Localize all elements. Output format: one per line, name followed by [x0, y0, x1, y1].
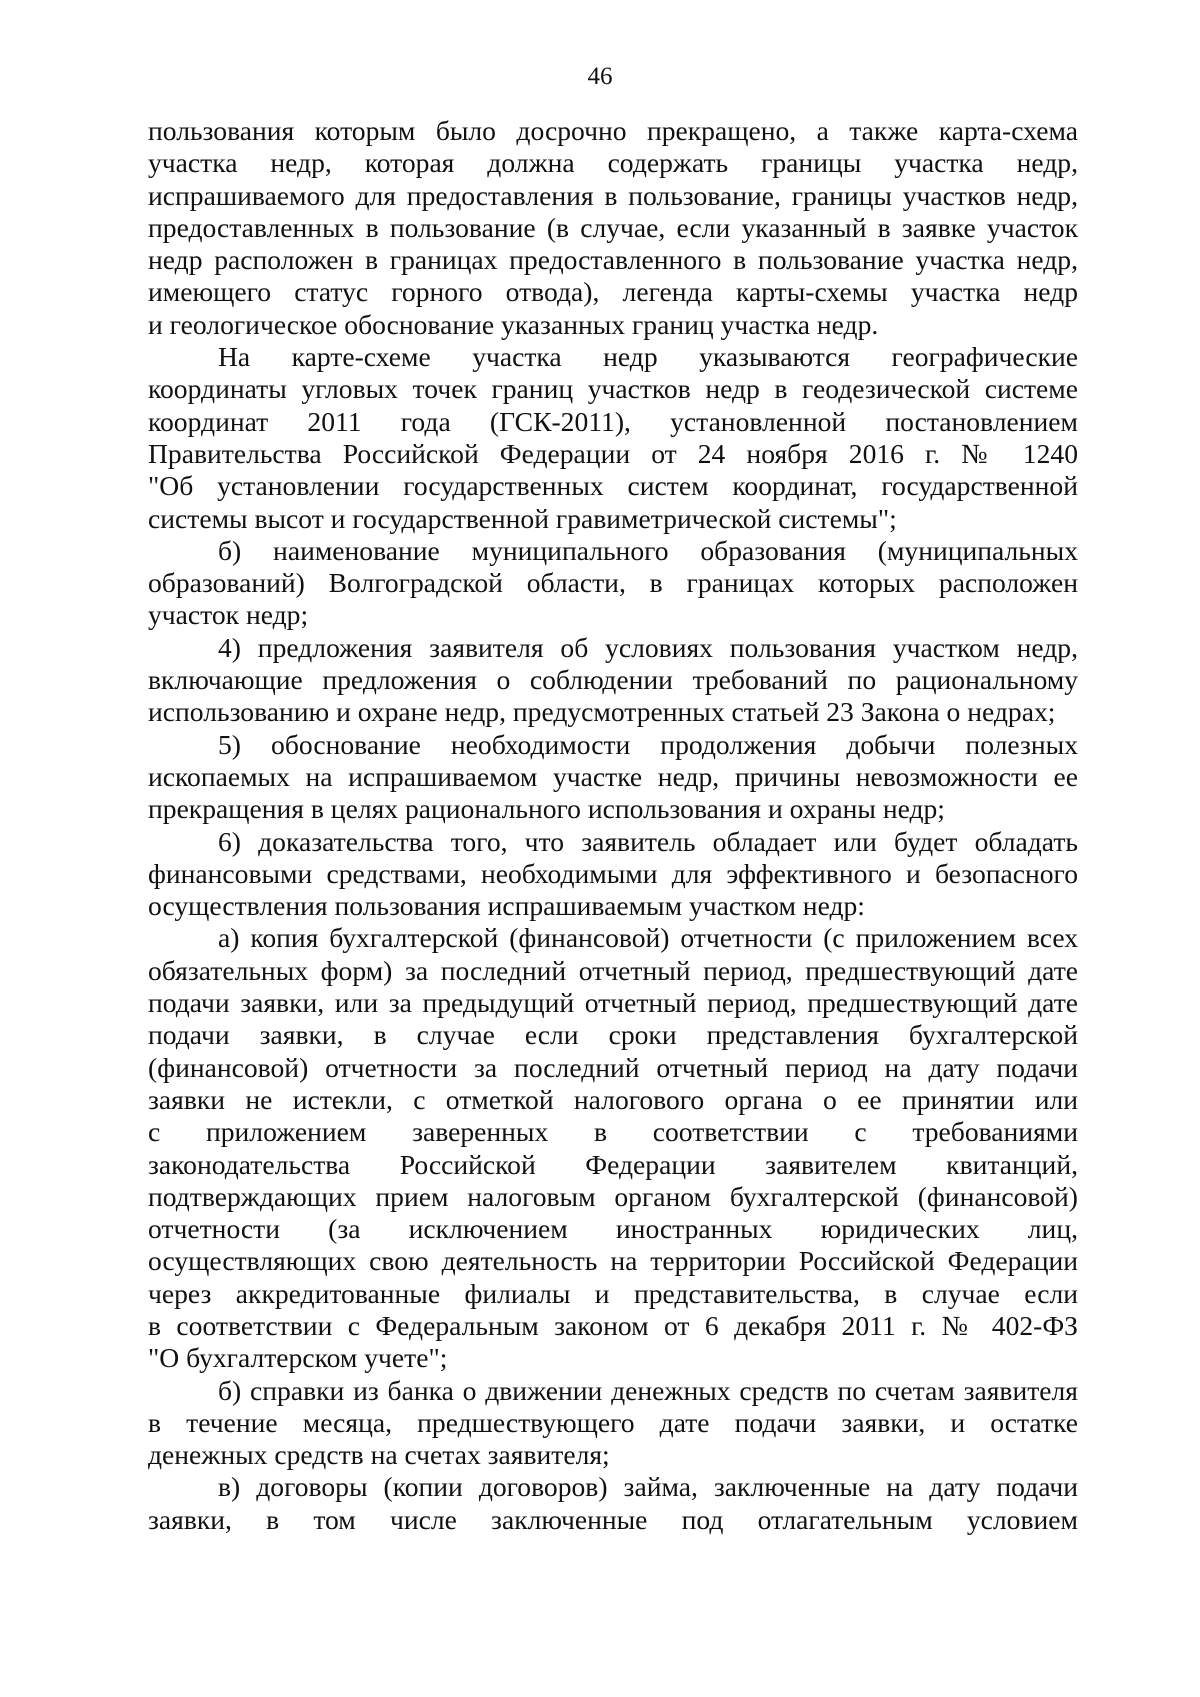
text-line: испрашиваемого для предоставления в пользование, границы участков недр,: [148, 179, 1078, 211]
text-line: через аккредитованные филиалы и представительства, в случае если: [148, 1277, 1078, 1309]
paragraph: [148, 632, 1078, 729]
text-line: осуществляющих свою деятельность на территории Российской Федерации: [148, 1245, 1078, 1277]
paragraph: [148, 535, 1078, 632]
text-line: пользования которым было досрочно прекращено, а также карта-схема: [148, 115, 1078, 146]
text-line: недр расположен в границах предоставленного в пользование участка недр,: [148, 244, 1078, 276]
text-line: образований) Волгоградской области, в границах которых расположен: [148, 567, 1078, 599]
paragraph: [148, 115, 1078, 341]
text-line: прекращения в целях рационального использования и охраны недр;: [148, 793, 945, 825]
text-line: подтверждающих прием налоговым органом бухгалтерской (финансовой): [148, 1180, 1078, 1212]
text-line: участка недр, которая должна содержать границы участка недр,: [148, 147, 1078, 179]
text-line: а) копия бухгалтерской (финансовой) отчетности (с приложением всех: [218, 922, 1078, 954]
text-line: осуществления пользования испрашиваемым участком недр:: [148, 890, 865, 922]
text-line: ископаемых на испрашиваемом участке недр, причины невозможности ее: [148, 760, 1078, 792]
text-line: На карте-схеме участка недр указываются географические: [218, 341, 1078, 373]
text-line: 5) обоснование необходимости продолжения добычи полезных: [218, 728, 1078, 760]
paragraph: [148, 1375, 1078, 1472]
text-line: 4) предложения заявителя об условиях пользования участком недр,: [218, 631, 1078, 663]
text-line: заявки не истекли, с отметкой налогового органа о ее принятии или: [148, 1083, 1078, 1115]
text-line: подачи заявки, в случае если сроки представления бухгалтерской: [148, 1019, 1078, 1051]
text-line: "Об установлении государственных систем координат, государственной: [148, 470, 1078, 502]
text-line: координат 2011 года (ГСК-2011), установленной постановлением: [148, 405, 1078, 437]
page-number: 46: [587, 63, 613, 90]
text-line: и геологическое обоснование указанных границ участка недр.: [148, 308, 879, 340]
text-line: отчетности (за исключением иностранных юридических лиц,: [148, 1213, 1078, 1245]
text-line: денежных средств на счетах заявителя;: [148, 1439, 610, 1471]
text-line: участок недр;: [148, 599, 309, 631]
text-line: с приложением заверенных в соответствии с требованиями: [148, 1116, 1078, 1148]
paragraph: [148, 826, 1078, 923]
document-body: [148, 115, 1078, 1536]
text-line: в соответствии с Федеральным законом от 6 декабря 2011 г. № 402-ФЗ: [148, 1309, 1078, 1341]
text-line: Правительства Российской Федерации от 24 ноября 2016 г. № 1240: [148, 437, 1078, 469]
paragraph: [148, 1471, 1078, 1536]
text-line: финансовыми средствами, необходимыми для эффективного и безопасного: [148, 857, 1078, 889]
text-line: включающие предложения о соблюдении требований по рациональному: [148, 664, 1078, 696]
text-line: 6) доказательства того, что заявитель обладает или будет обладать: [218, 825, 1078, 857]
text-line: законодательства Российской Федерации заявителем квитанций,: [148, 1148, 1078, 1180]
text-line: б) справки из банка о движении денежных средств по счетам заявителя: [218, 1374, 1078, 1406]
paragraph: [148, 922, 1078, 1374]
text-line: (финансовой) отчетности за последний отчетный период на дату подачи: [148, 1051, 1078, 1083]
text-line: имеющего статус горного отвода), легенда карты-схемы участка недр: [148, 276, 1078, 308]
text-line: подачи заявки, или за предыдущий отчетный период, предшествующий дате: [148, 987, 1078, 1019]
text-line: предоставленных в пользование (в случае, если указанный в заявке участок: [148, 211, 1078, 243]
text-line: обязательных форм) за последний отчетный период, предшествующий дате: [148, 954, 1078, 986]
text-line: заявки, в том числе заключенные под отлагательным условием: [148, 1503, 1078, 1535]
paragraph: [148, 729, 1078, 826]
text-line: использованию и охране недр, предусмотренных статьей 23 Закона о недрах;: [148, 696, 1056, 728]
text-line: в) договоры (копии договоров) займа, заключенные на дату подачи: [218, 1471, 1078, 1503]
text-line: системы высот и государственной гравиметрической системы";: [148, 502, 897, 534]
text-line: координаты угловых точек границ участков недр в геодезической системе: [148, 373, 1078, 405]
text-line: "О бухгалтерском учете";: [148, 1342, 448, 1374]
text-line: б) наименование муниципального образования (муниципальных: [218, 534, 1078, 566]
paragraph: [148, 341, 1078, 535]
text-line: в течение месяца, предшествующего дате подачи заявки, и остатке: [148, 1406, 1078, 1438]
